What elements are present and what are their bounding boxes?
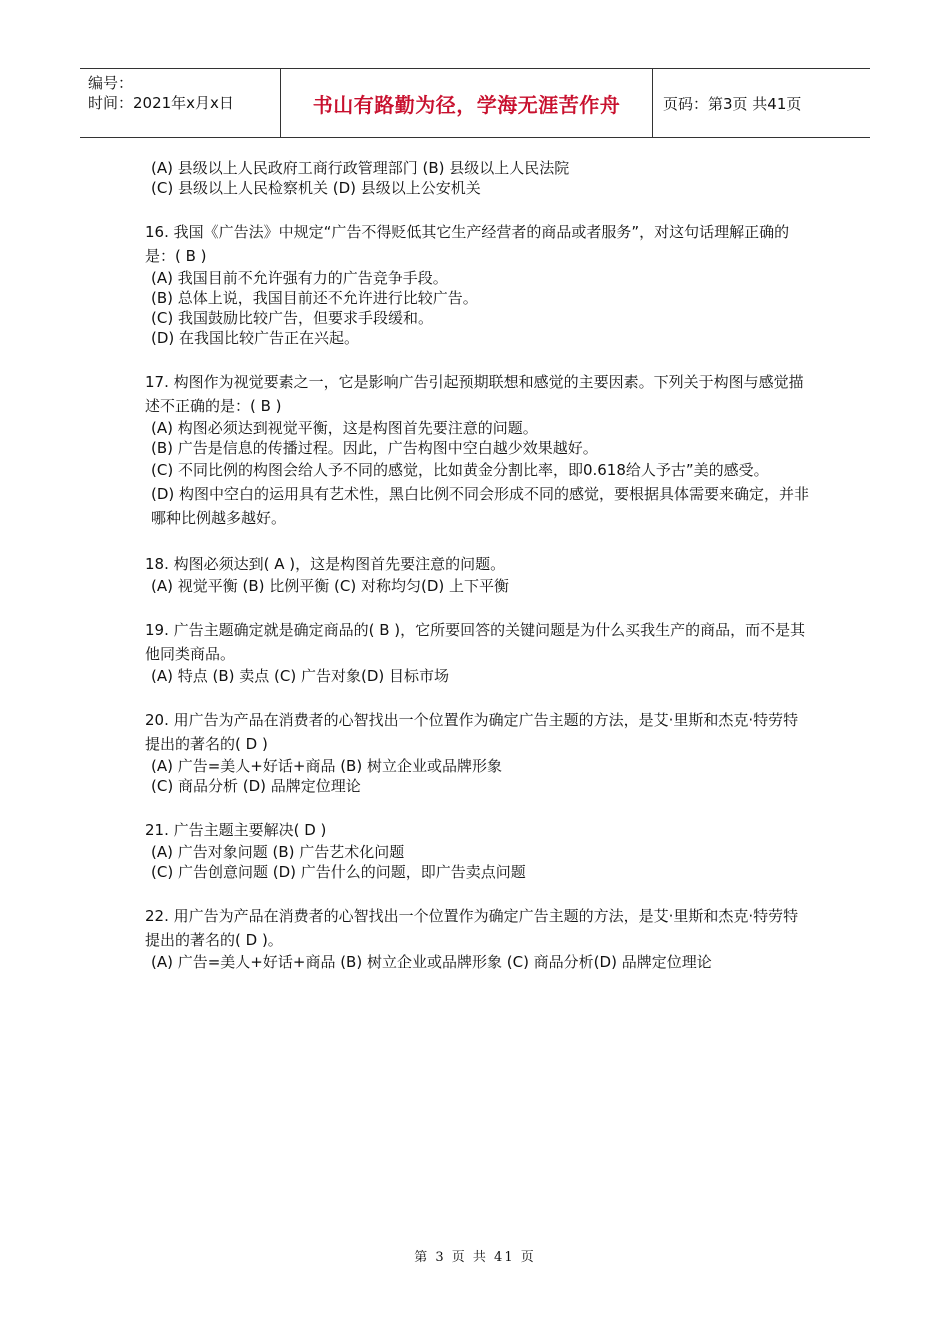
question-option: (D) 构图中空白的运用具有艺术性，黑白比例不同会形成不同的感觉，要根据具体需要来确定，并非哪种比例越多越好。: [151, 485, 810, 527]
question-option: (A) 广告=美人+好话+商品 (B) 树立企业或品牌形象: [151, 757, 502, 775]
question-stem: 18. 构图必须达到( A )，这是构图首先要注意的问题。: [145, 555, 506, 573]
header-motto: 书山有路勤为径，学海无涯苦作舟: [280, 69, 653, 137]
question-stem: 20. 用广告为产品在消费者的心智找出一个位置作为确定广告主题的方法，是艾·里斯和杰克·特劳特提出的著名的( D ): [145, 711, 799, 753]
question-15-continued: [145, 158, 810, 198]
question-17: [145, 370, 810, 530]
question-stem: 21. 广告主题主要解决( D ): [145, 821, 327, 839]
question-option: (A) 视觉平衡 (B) 比例平衡 (C) 对称均匀(D) 上下平衡: [151, 577, 510, 595]
document-body: [145, 158, 810, 994]
question-option: (C) 我国鼓励比较广告，但要求手段缓和。: [151, 309, 433, 327]
header-page-info: 页码：第3页 共41页: [663, 94, 802, 113]
document-time-label: 时间：2021年x月x日: [88, 94, 234, 112]
question-option: (C) 商品分析 (D) 品牌定位理论: [151, 777, 361, 795]
page-footer: 第 3 页 共 41 页: [414, 1250, 536, 1265]
question-19: [145, 618, 810, 686]
page-header: [80, 68, 870, 138]
question-option: (B) 总体上说，我国目前还不允许进行比较广告。: [151, 289, 478, 307]
question-stem: 19. 广告主题确定就是确定商品的( B )，它所要回答的关键问题是为什么买我生产的商品，而不是其他同类商品。: [145, 621, 806, 663]
document-number-label: 编号：: [88, 74, 134, 92]
question-stem: 17. 构图作为视觉要素之一，它是影响广告引起预期联想和感觉的主要因素。下列关于构图与感觉描述不正确的是：( B ): [145, 373, 804, 415]
question-22: [145, 904, 810, 972]
header-meta: [80, 69, 280, 137]
question-option: (C) 广告创意问题 (D) 广告什么的问题，即广告卖点问题: [151, 863, 526, 881]
question-option: (A) 构图必须达到视觉平衡，这是构图首先要注意的问题。: [151, 419, 538, 437]
question-option: (A) 特点 (B) 卖点 (C) 广告对象(D) 目标市场: [151, 667, 450, 685]
question-18: [145, 552, 810, 596]
question-option: (C) 县级以上人民检察机关 (D) 县级以上公安机关: [151, 179, 481, 197]
question-option: (B) 广告是信息的传播过程。因此，广告构图中空白越少效果越好。: [151, 439, 598, 457]
question-option: (A) 我国目前不允许强有力的广告竞争手段。: [151, 269, 448, 287]
question-option: (A) 广告对象问题 (B) 广告艺术化问题: [151, 843, 405, 861]
question-20: [145, 708, 810, 796]
question-stem: 22. 用广告为产品在消费者的心智找出一个位置作为确定广告主题的方法，是艾·里斯和杰克·特劳特提出的著名的( D )。: [145, 907, 799, 949]
question-option: (D) 在我国比较广告正在兴起。: [151, 329, 360, 347]
question-21: [145, 818, 810, 882]
question-16: [145, 220, 810, 348]
question-option: (A) 县级以上人民政府工商行政管理部门 (B) 县级以上人民法院: [151, 159, 570, 177]
question-option: (C) 不同比例的构图会给人予不同的感觉，比如黄金分割比率，即0.618给人予古”美的感受。: [151, 461, 769, 479]
question-option: (A) 广告=美人+好话+商品 (B) 树立企业或品牌形象 (C) 商品分析(D) 品牌定位理论: [151, 953, 712, 971]
question-stem: 16. 我国《广告法》中规定“广告不得贬低其它生产经营者的商品或者服务”，对这句话理解正确的是：( B ): [145, 223, 790, 265]
